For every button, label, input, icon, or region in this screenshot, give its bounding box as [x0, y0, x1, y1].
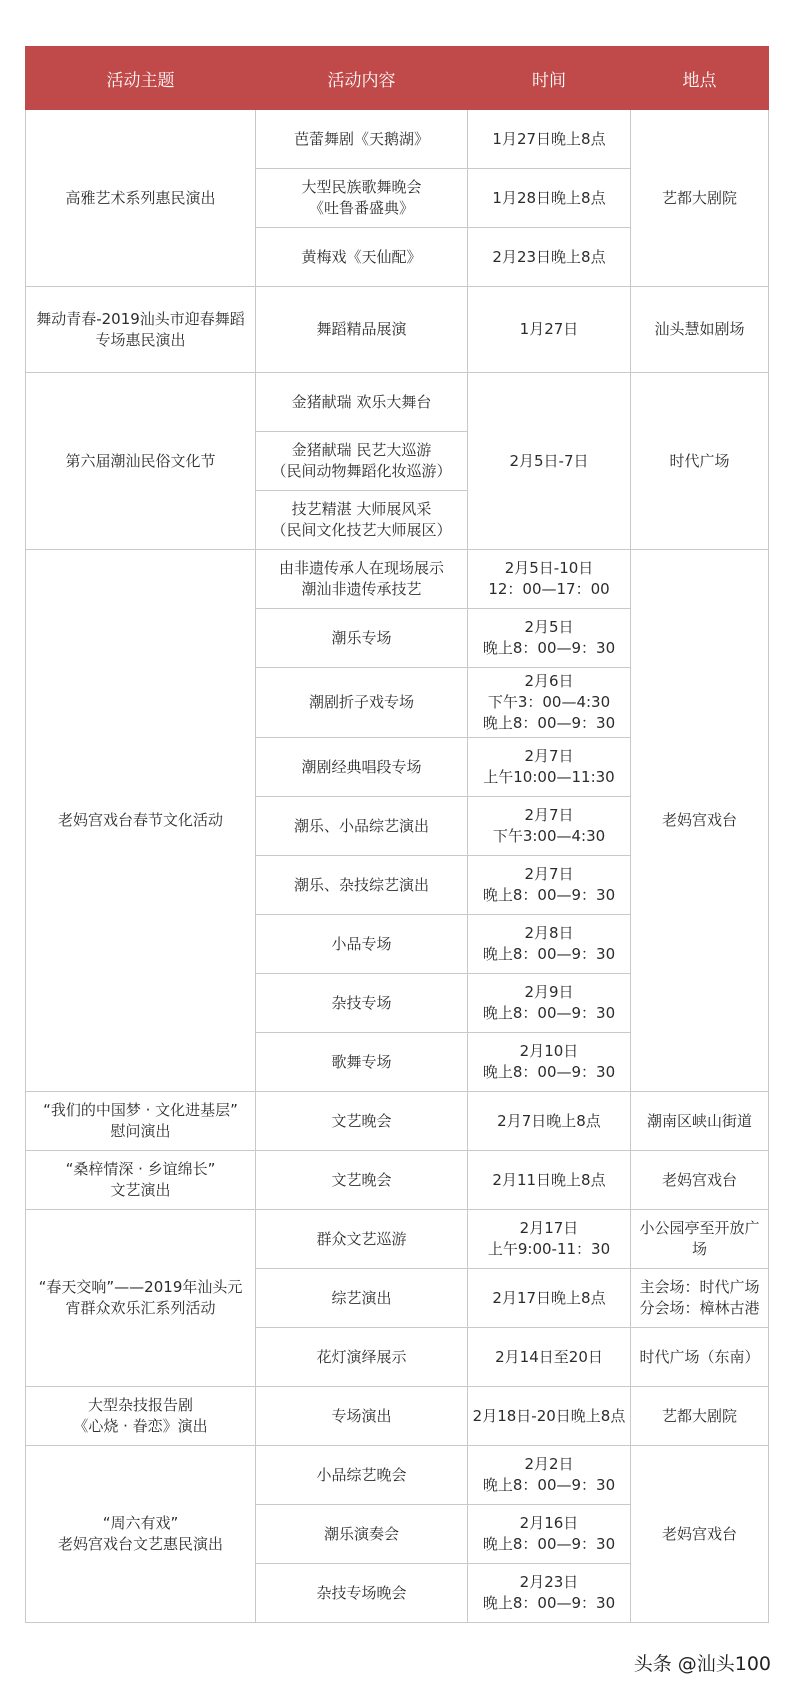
activity-location-cell-line: 老妈宫戏台: [661, 1170, 737, 1189]
activity-time-cell: [468, 1564, 631, 1623]
activity-time-cell-line: 晚上8：00—9：30: [482, 886, 616, 904]
activity-content-cell-line: 文艺晚会: [331, 1170, 392, 1189]
activity-content-cell-line: （民间动物舞蹈化妆巡游）: [271, 462, 452, 480]
activity-time-cell-line: 2月11日晚上8点: [492, 1170, 606, 1189]
activity-time-cell-line: 上午9:00-11：30: [487, 1240, 611, 1258]
activity-time-cell: [468, 228, 631, 287]
activity-content-cell-line: 歌舞专场: [331, 1052, 392, 1071]
activity-content-cell: [256, 1328, 468, 1387]
activity-content-cell: [256, 169, 468, 228]
activity-location-cell: [631, 110, 769, 287]
activity-time-cell-line: 2月9日: [524, 983, 574, 1001]
activity-schedule-table: [25, 46, 769, 1623]
activity-content-cell: [256, 550, 468, 609]
activity-content-cell-line: 潮剧折子戏专场: [308, 693, 414, 711]
activity-location-cell: [631, 550, 769, 1092]
activity-content-cell-line: 金猪献瑞 民艺大巡游: [291, 441, 432, 459]
activity-time-cell-line: 2月10日: [519, 1042, 579, 1060]
activity-time-cell: [468, 915, 631, 974]
activity-time-cell-line: 下午3:00—4:30: [492, 827, 606, 845]
activity-time-cell: [468, 974, 631, 1033]
activity-location-cell: [631, 373, 769, 550]
activity-content-cell-line: 杂技专场晚会: [316, 1583, 407, 1602]
activity-theme-cell: [26, 1092, 256, 1151]
activity-content-cell: [256, 287, 468, 373]
activity-theme-cell-line: 慰问演出: [110, 1122, 171, 1140]
activity-content-cell: [256, 1446, 468, 1505]
table-row: [26, 287, 769, 373]
activity-content-cell: [256, 491, 468, 550]
activity-time-cell-line: 晚上8：00—9：30: [482, 1535, 616, 1553]
activity-theme-cell-line: 老妈宫戏台文艺惠民演出: [57, 1535, 223, 1553]
activity-content-cell: [256, 1092, 468, 1151]
table-row: [26, 373, 769, 432]
activity-content-cell-line: 潮乐、杂技综艺演出: [293, 875, 429, 894]
activity-location-cell: [631, 1387, 769, 1446]
activity-time-cell-line: 2月7日晚上8点: [497, 1111, 601, 1130]
activity-content-cell-line: 花灯演绎展示: [316, 1347, 407, 1366]
activity-time-cell: [468, 169, 631, 228]
activity-time-cell-line: 2月17日晚上8点: [492, 1288, 606, 1307]
activity-content-cell: [256, 1033, 468, 1092]
activity-content-cell: [256, 432, 468, 491]
activity-time-cell: [468, 1092, 631, 1151]
activity-time-cell: [468, 797, 631, 856]
activity-location-cell: [631, 1328, 769, 1387]
activity-content-cell: [256, 1564, 468, 1623]
activity-content-cell-line: 潮乐演奏会: [323, 1524, 399, 1543]
activity-time-cell: [468, 668, 631, 738]
header-theme: 活动主题: [26, 47, 256, 110]
activity-time-cell-line: 晚上8：00—9：30: [482, 714, 616, 732]
activity-time-cell: [468, 550, 631, 609]
activity-theme-cell: [26, 373, 256, 550]
table-row: [26, 550, 769, 609]
activity-theme-cell-line: 高雅艺术系列惠民演出: [65, 188, 216, 207]
activity-time-cell-line: 2月8日: [524, 924, 574, 942]
activity-content-cell-line: 芭蕾舞剧《天鹅湖》: [293, 129, 429, 148]
activity-location-cell-line: 时代广场（东南）: [639, 1347, 760, 1366]
activity-location-cell-line: 老妈宫戏台: [661, 811, 737, 829]
activity-content-cell: [256, 1387, 468, 1446]
activity-time-cell-line: 2月7日: [524, 865, 574, 883]
activity-theme-cell-line: 专场惠民演出: [95, 330, 186, 349]
activity-time-cell: [468, 1446, 631, 1505]
activity-time-cell-line: 2月2日: [524, 1455, 574, 1473]
activity-content-cell-line: 文艺晚会: [331, 1111, 392, 1130]
activity-time-cell-line: 1月27日晚上8点: [492, 129, 606, 148]
activity-location-cell: [631, 1210, 769, 1269]
activity-time-cell-line: 2月17日: [519, 1219, 579, 1237]
activity-content-cell: [256, 738, 468, 797]
table-row: [26, 1387, 769, 1446]
activity-location-cell-line: 汕头慧如剧场: [654, 320, 745, 338]
table-row: [26, 1151, 769, 1210]
activity-time-cell: [468, 1151, 631, 1210]
activity-location-cell: [631, 1269, 769, 1328]
activity-content-cell-line: 潮乐专场: [331, 628, 392, 647]
activity-time-cell-line: 晚上8：00—9：30: [482, 945, 616, 963]
activity-content-cell: [256, 1269, 468, 1328]
activity-content-cell-line: 大型民族歌舞晚会: [301, 178, 422, 196]
activity-content-cell-line: 综艺演出: [331, 1288, 392, 1307]
activity-time-cell: [468, 287, 631, 373]
activity-time-cell-line: 2月5日: [524, 618, 574, 636]
activity-time-cell-line: 2月7日: [524, 806, 574, 824]
activity-time-cell-line: 2月5日-10日: [504, 559, 594, 577]
table-header: [26, 47, 769, 110]
activity-location-cell: [631, 1446, 769, 1623]
activity-content-cell: [256, 856, 468, 915]
activity-location-cell-line: 场: [691, 1240, 707, 1258]
activity-theme-cell-line: 宵群众欢乐汇系列活动: [65, 1299, 216, 1317]
activity-content-cell: [256, 915, 468, 974]
activity-time-cell: [468, 110, 631, 169]
table-row: [26, 1092, 769, 1151]
activity-time-cell: [468, 1505, 631, 1564]
table-row: [26, 1446, 769, 1505]
activity-theme-cell: [26, 1210, 256, 1387]
activity-time-cell-line: 晚上8：00—9：30: [482, 1476, 616, 1494]
activity-time-cell-line: 上午10:00—11:30: [483, 768, 615, 786]
activity-location-cell-line: 老妈宫戏台: [661, 1524, 737, 1543]
activity-theme-cell: [26, 1151, 256, 1210]
activity-time-cell-line: 2月18日-20日晚上8点: [472, 1406, 626, 1425]
activity-time-cell-line: 2月14日至20日: [495, 1347, 603, 1366]
activity-time-cell-line: 晚上8：00—9：30: [482, 1594, 616, 1612]
activity-theme-cell-line: 《心烧 · 眷恋》演出: [73, 1417, 208, 1435]
activity-time-cell-line: 2月6日: [524, 672, 574, 690]
activity-content-cell: [256, 668, 468, 738]
activity-time-cell: [468, 373, 631, 550]
activity-content-cell: [256, 609, 468, 668]
activity-location-cell: [631, 1151, 769, 1210]
activity-content-cell-line: 金猪献瑞 欢乐大舞台: [291, 392, 432, 411]
activity-time-cell-line: 1月27日: [519, 320, 579, 338]
table-row: [26, 1210, 769, 1269]
activity-content-cell: [256, 110, 468, 169]
activity-content-cell-line: 小品专场: [331, 934, 392, 953]
table-row: [26, 110, 769, 169]
activity-content-cell: [256, 228, 468, 287]
activity-content-cell: [256, 974, 468, 1033]
activity-content-cell-line: 小品综艺晚会: [316, 1465, 407, 1484]
activity-content-cell-line: 专场演出: [331, 1406, 392, 1425]
activity-content-cell-line: 黄梅戏《天仙配》: [301, 247, 422, 266]
activity-location-cell-line: 艺都大剧院: [661, 188, 737, 207]
activity-time-cell-line: 晚上8：00—9：30: [482, 1063, 616, 1081]
activity-time-cell: [468, 1387, 631, 1446]
activity-time-cell-line: 12：00—17：00: [488, 580, 610, 598]
activity-content-cell-line: 潮剧经典唱段专场: [301, 757, 422, 776]
activity-content-cell: [256, 1151, 468, 1210]
activity-time-cell: [468, 738, 631, 797]
header-row: [26, 47, 769, 110]
activity-time-cell-line: 2月7日: [524, 747, 574, 765]
activity-content-cell-line: 舞蹈精品展演: [316, 320, 407, 338]
activity-theme-cell: [26, 1387, 256, 1446]
activity-theme-cell-line: “周六有戏”: [102, 1514, 179, 1532]
activity-location-cell-line: 潮南区峡山街道: [646, 1111, 752, 1130]
activity-location-cell-line: 时代广场: [669, 451, 730, 470]
activity-content-cell-line: 杂技专场: [331, 993, 392, 1012]
table-body: [26, 110, 769, 1623]
activity-content-cell: [256, 797, 468, 856]
activity-location-cell: [631, 287, 769, 373]
activity-theme-cell-line: “春天交响”——2019年汕头元: [38, 1278, 243, 1296]
activity-content-cell: [256, 1210, 468, 1269]
activity-time-cell: [468, 856, 631, 915]
activity-location-cell-line: 分会场：樟林古港: [639, 1299, 760, 1317]
activity-time-cell-line: 晚上8：00—9：30: [482, 1004, 616, 1022]
activity-content-cell-line: 群众文艺巡游: [316, 1229, 407, 1248]
activity-time-cell: [468, 1328, 631, 1387]
activity-theme-cell-line: 文艺演出: [110, 1181, 171, 1199]
activity-time-cell-line: 下午3：00—4:30: [487, 693, 611, 711]
activity-time-cell: [468, 1210, 631, 1269]
activity-time-cell-line: 2月5日-7日: [509, 451, 589, 470]
activity-content-cell: [256, 1505, 468, 1564]
activity-theme-cell-line: “桑梓情深 · 乡谊绵长”: [65, 1160, 216, 1178]
activity-time-cell-line: 2月16日: [519, 1514, 579, 1532]
activity-content-cell-line: 《吐鲁番盛典》: [308, 199, 414, 217]
activity-content-cell-line: （民间文化技艺大师展区）: [271, 521, 452, 539]
activity-time-cell: [468, 1269, 631, 1328]
activity-content-cell-line: 潮汕非遗传承技艺: [301, 580, 422, 598]
activity-content-cell: [256, 373, 468, 432]
activity-theme-cell: [26, 1446, 256, 1623]
activity-theme-cell: [26, 110, 256, 287]
activity-theme-cell: [26, 550, 256, 1092]
header-content: 活动内容: [256, 47, 468, 110]
activity-theme-cell-line: 大型杂技报告剧: [87, 1396, 193, 1414]
schedule-table-container: [25, 46, 768, 1623]
header-location: 地点: [631, 47, 769, 110]
watermark-text: 头条 @汕头100: [633, 1653, 771, 1675]
activity-time-cell-line: 1月28日晚上8点: [492, 188, 606, 207]
activity-content-cell-line: 潮乐、小品综艺演出: [293, 816, 429, 835]
activity-time-cell: [468, 1033, 631, 1092]
activity-time-cell: [468, 609, 631, 668]
activity-theme-cell-line: 舞动青春-2019汕头市迎春舞蹈: [36, 309, 245, 328]
activity-location-cell: [631, 1092, 769, 1151]
activity-location-cell-line: 主会场：时代广场: [639, 1278, 760, 1296]
activity-time-cell-line: 晚上8：00—9：30: [482, 639, 616, 657]
activity-theme-cell: [26, 287, 256, 373]
activity-theme-cell-line: “我们的中国梦 · 文化进基层”: [43, 1101, 238, 1119]
activity-content-cell-line: 技艺精湛 大师展风采: [291, 500, 432, 518]
activity-content-cell-line: 由非遗传承人在现场展示: [278, 559, 444, 577]
activity-time-cell-line: 2月23日晚上8点: [492, 247, 606, 266]
activity-time-cell-line: 2月23日: [519, 1573, 579, 1591]
activity-theme-cell-line: 老妈宫戏台春节文化活动: [57, 811, 223, 829]
header-time: 时间: [468, 47, 631, 110]
activity-location-cell-line: 小公园亭至开放广: [639, 1219, 760, 1237]
activity-location-cell-line: 艺都大剧院: [661, 1406, 737, 1425]
activity-theme-cell-line: 第六届潮汕民俗文化节: [65, 451, 216, 470]
